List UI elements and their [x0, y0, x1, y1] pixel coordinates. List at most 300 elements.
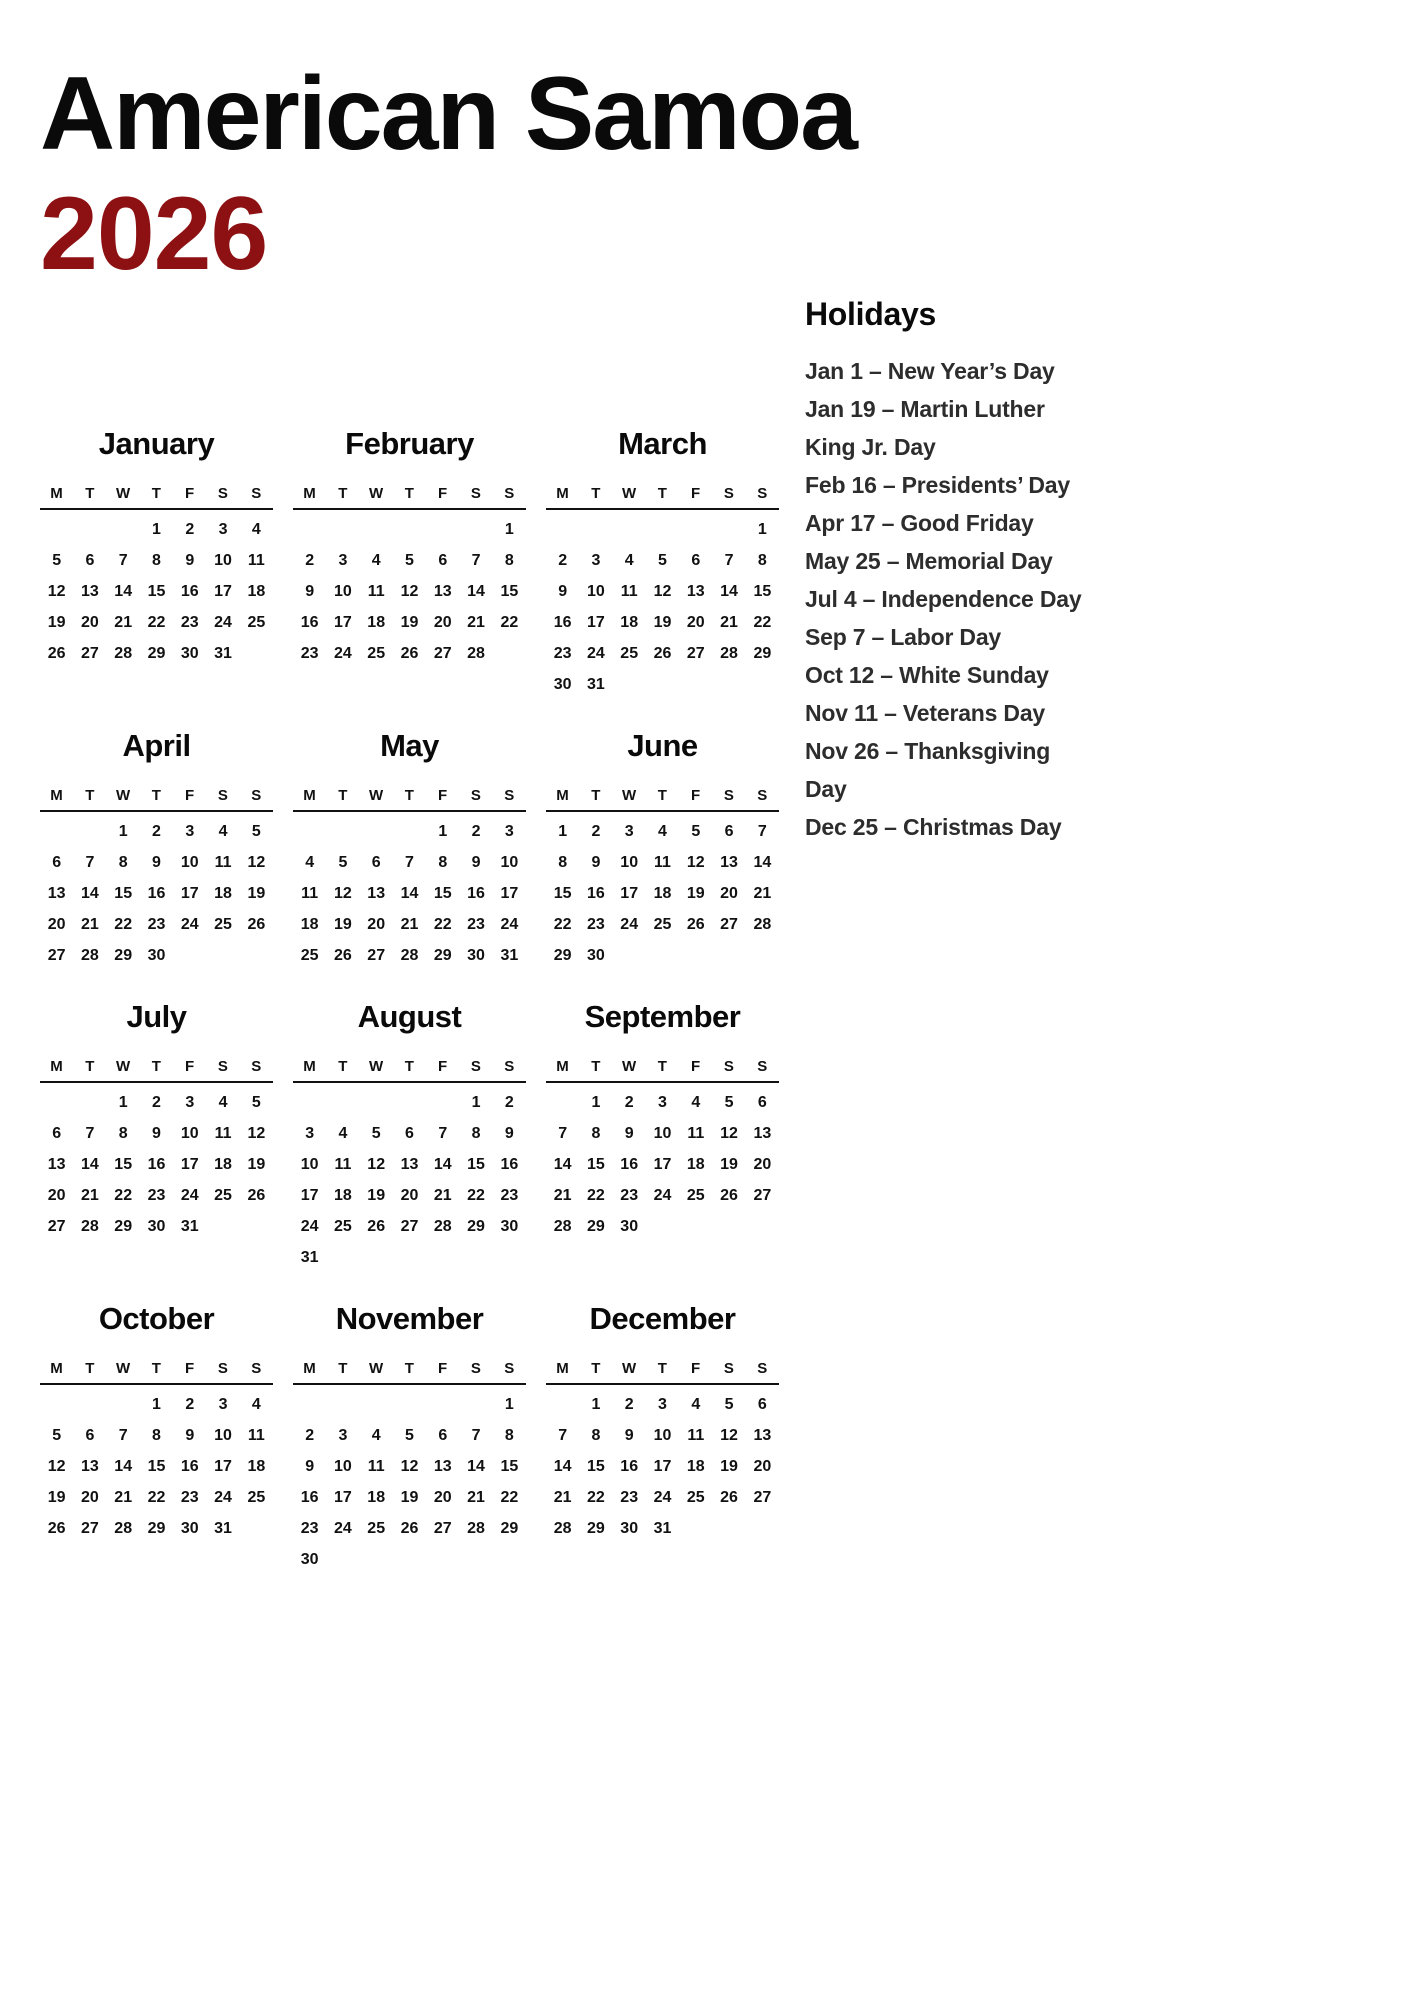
day-cell[interactable]: 22: [114, 1187, 133, 1204]
day-cell[interactable]: 7: [471, 1427, 481, 1444]
day-cell[interactable]: 25: [214, 1187, 232, 1204]
day-cell[interactable]: 15: [587, 1156, 605, 1173]
day-cell[interactable]: 24: [180, 916, 199, 933]
day-cell[interactable]: 16: [500, 1156, 519, 1173]
day-cell[interactable]: 13: [81, 1458, 99, 1475]
day-cell[interactable]: 8: [504, 1427, 514, 1444]
day-cell[interactable]: 20: [686, 614, 705, 631]
day-cell[interactable]: 7: [558, 1427, 568, 1444]
day-cell[interactable]: 18: [367, 614, 386, 631]
day-cell[interactable]: 15: [500, 583, 519, 600]
day-cell[interactable]: 7: [471, 552, 481, 569]
day-cell[interactable]: 24: [653, 1489, 672, 1506]
day-cell[interactable]: 24: [214, 1489, 232, 1506]
day-cell[interactable]: 4: [251, 521, 261, 538]
day-cell[interactable]: 17: [180, 1156, 199, 1173]
day-cell[interactable]: 27: [400, 1218, 419, 1235]
day-cell[interactable]: 14: [114, 583, 133, 600]
day-cell[interactable]: 15: [147, 1458, 166, 1475]
day-cell[interactable]: 12: [400, 583, 419, 600]
day-cell[interactable]: 16: [467, 885, 485, 902]
day-cell[interactable]: 30: [300, 1551, 319, 1568]
day-cell[interactable]: 23: [180, 614, 199, 631]
day-cell[interactable]: 4: [658, 823, 667, 840]
day-cell[interactable]: 19: [653, 614, 672, 631]
day-cell[interactable]: 7: [438, 1125, 448, 1142]
day-cell[interactable]: 26: [686, 916, 705, 933]
day-cell[interactable]: 6: [438, 552, 448, 569]
day-cell[interactable]: 13: [47, 885, 66, 902]
day-cell[interactable]: 27: [433, 1520, 452, 1537]
day-cell[interactable]: 10: [214, 552, 232, 569]
day-cell[interactable]: 15: [553, 885, 572, 902]
day-cell[interactable]: 3: [338, 1427, 348, 1444]
day-cell[interactable]: 14: [467, 583, 485, 600]
day-cell[interactable]: 30: [587, 947, 605, 964]
day-cell[interactable]: 7: [85, 854, 95, 871]
day-cell[interactable]: 14: [114, 1458, 133, 1475]
day-cell[interactable]: 21: [114, 614, 133, 631]
day-cell[interactable]: 30: [553, 676, 572, 693]
day-cell[interactable]: 31: [500, 947, 519, 964]
day-cell[interactable]: 17: [653, 1458, 672, 1475]
day-cell[interactable]: 21: [467, 1489, 485, 1506]
day-cell[interactable]: 24: [653, 1187, 672, 1204]
day-cell[interactable]: 10: [334, 1458, 352, 1475]
day-cell[interactable]: 18: [214, 1156, 232, 1173]
day-cell[interactable]: 6: [724, 823, 734, 840]
day-cell[interactable]: 4: [691, 1396, 701, 1413]
day-cell[interactable]: 12: [720, 1125, 738, 1142]
day-cell[interactable]: 11: [214, 1125, 232, 1142]
day-cell[interactable]: 31: [587, 676, 605, 693]
day-cell[interactable]: 4: [338, 1125, 348, 1142]
day-cell[interactable]: 16: [620, 1156, 639, 1173]
day-cell[interactable]: 13: [433, 1458, 452, 1475]
day-cell[interactable]: 22: [147, 614, 166, 631]
day-cell[interactable]: 29: [114, 1218, 133, 1235]
day-cell[interactable]: 1: [471, 1094, 481, 1111]
day-cell[interactable]: 26: [247, 1187, 266, 1204]
day-cell[interactable]: 5: [52, 552, 62, 569]
day-cell[interactable]: 29: [587, 1218, 605, 1235]
day-cell[interactable]: 2: [624, 1094, 634, 1111]
day-cell[interactable]: 13: [81, 583, 99, 600]
day-cell[interactable]: 28: [114, 645, 133, 662]
day-cell[interactable]: 6: [757, 1396, 767, 1413]
day-cell[interactable]: 8: [118, 854, 128, 871]
day-cell[interactable]: 16: [587, 885, 605, 902]
day-cell[interactable]: 17: [500, 885, 519, 902]
day-cell[interactable]: 8: [152, 552, 161, 569]
day-cell[interactable]: 20: [81, 1489, 99, 1506]
day-cell[interactable]: 10: [180, 1125, 199, 1142]
day-cell[interactable]: 25: [247, 614, 266, 631]
day-cell[interactable]: 17: [653, 1156, 672, 1173]
day-cell[interactable]: 5: [251, 823, 261, 840]
day-cell[interactable]: 27: [433, 645, 452, 662]
day-cell[interactable]: 11: [687, 1427, 705, 1444]
day-cell[interactable]: 7: [118, 552, 128, 569]
day-cell[interactable]: 24: [214, 614, 232, 631]
day-cell[interactable]: 10: [587, 583, 605, 600]
day-cell[interactable]: 6: [52, 854, 62, 871]
day-cell[interactable]: 15: [467, 1156, 485, 1173]
day-cell[interactable]: 24: [300, 1218, 319, 1235]
day-cell[interactable]: 15: [114, 1156, 133, 1173]
day-cell[interactable]: 5: [338, 854, 348, 871]
day-cell[interactable]: 20: [47, 916, 66, 933]
day-cell[interactable]: 1: [118, 1094, 128, 1111]
day-cell[interactable]: 12: [367, 1156, 386, 1173]
day-cell[interactable]: 20: [753, 1458, 772, 1475]
day-cell[interactable]: 21: [467, 614, 485, 631]
day-cell[interactable]: 18: [214, 885, 232, 902]
day-cell[interactable]: 14: [753, 854, 772, 871]
day-cell[interactable]: 12: [47, 1458, 66, 1475]
day-cell[interactable]: 2: [591, 823, 601, 840]
day-cell[interactable]: 27: [367, 947, 386, 964]
day-cell[interactable]: 20: [47, 1187, 66, 1204]
day-cell[interactable]: 22: [114, 916, 133, 933]
day-cell[interactable]: 31: [653, 1520, 672, 1537]
day-cell[interactable]: 17: [300, 1187, 319, 1204]
day-cell[interactable]: 13: [47, 1156, 66, 1173]
day-cell[interactable]: 21: [753, 885, 772, 902]
day-cell[interactable]: 5: [691, 823, 701, 840]
day-cell[interactable]: 14: [553, 1156, 572, 1173]
day-cell[interactable]: 25: [247, 1489, 266, 1506]
day-cell[interactable]: 29: [753, 645, 772, 662]
day-cell[interactable]: 13: [433, 583, 452, 600]
day-cell[interactable]: 29: [114, 947, 133, 964]
day-cell[interactable]: 7: [757, 823, 767, 840]
day-cell[interactable]: 14: [81, 1156, 99, 1173]
day-cell[interactable]: 6: [757, 1094, 767, 1111]
day-cell[interactable]: 25: [686, 1187, 705, 1204]
day-cell[interactable]: 25: [334, 1218, 352, 1235]
day-cell[interactable]: 26: [247, 916, 266, 933]
day-cell[interactable]: 18: [367, 1489, 386, 1506]
day-cell[interactable]: 18: [620, 614, 639, 631]
day-cell[interactable]: 24: [334, 1520, 352, 1537]
day-cell[interactable]: 18: [300, 916, 319, 933]
day-cell[interactable]: 15: [753, 583, 772, 600]
day-cell[interactable]: 11: [247, 552, 265, 569]
day-cell[interactable]: 6: [85, 1427, 95, 1444]
day-cell[interactable]: 12: [400, 1458, 419, 1475]
day-cell[interactable]: 8: [152, 1427, 161, 1444]
day-cell[interactable]: 2: [305, 552, 315, 569]
day-cell[interactable]: 14: [467, 1458, 485, 1475]
day-cell[interactable]: 31: [214, 645, 232, 662]
day-cell[interactable]: 27: [81, 645, 99, 662]
day-cell[interactable]: 14: [553, 1458, 572, 1475]
day-cell[interactable]: 21: [81, 916, 99, 933]
day-cell[interactable]: 11: [687, 1125, 705, 1142]
day-cell[interactable]: 27: [81, 1520, 99, 1537]
day-cell[interactable]: 17: [620, 885, 639, 902]
day-cell[interactable]: 8: [504, 552, 514, 569]
day-cell[interactable]: 11: [367, 1458, 385, 1475]
day-cell[interactable]: 22: [147, 1489, 166, 1506]
day-cell[interactable]: 19: [247, 1156, 266, 1173]
day-cell[interactable]: 30: [180, 645, 199, 662]
day-cell[interactable]: 28: [553, 1520, 572, 1537]
day-cell[interactable]: 28: [553, 1218, 572, 1235]
day-cell[interactable]: 22: [553, 916, 572, 933]
day-cell[interactable]: 19: [47, 1489, 66, 1506]
day-cell[interactable]: 21: [81, 1187, 99, 1204]
day-cell[interactable]: 1: [504, 1396, 514, 1413]
day-cell[interactable]: 16: [147, 1156, 166, 1173]
day-cell[interactable]: 20: [367, 916, 386, 933]
day-cell[interactable]: 25: [367, 645, 386, 662]
day-cell[interactable]: 12: [247, 854, 266, 871]
day-cell[interactable]: 13: [367, 885, 386, 902]
day-cell[interactable]: 4: [691, 1094, 701, 1111]
day-cell[interactable]: 18: [686, 1458, 705, 1475]
day-cell[interactable]: 3: [185, 823, 195, 840]
day-cell[interactable]: 29: [433, 947, 452, 964]
day-cell[interactable]: 7: [724, 552, 734, 569]
day-cell[interactable]: 10: [620, 854, 639, 871]
day-cell[interactable]: 12: [686, 854, 705, 871]
day-cell[interactable]: 19: [400, 614, 419, 631]
day-cell[interactable]: 16: [620, 1458, 639, 1475]
day-cell[interactable]: 2: [185, 521, 195, 538]
day-cell[interactable]: 1: [438, 823, 448, 840]
day-cell[interactable]: 4: [371, 552, 381, 569]
day-cell[interactable]: 10: [653, 1125, 672, 1142]
day-cell[interactable]: 21: [553, 1489, 572, 1506]
day-cell[interactable]: 22: [433, 916, 452, 933]
day-cell[interactable]: 17: [334, 1489, 352, 1506]
day-cell[interactable]: 19: [686, 885, 705, 902]
day-cell[interactable]: 3: [658, 1094, 667, 1111]
day-cell[interactable]: 30: [180, 1520, 199, 1537]
day-cell[interactable]: 29: [147, 1520, 166, 1537]
day-cell[interactable]: 9: [305, 583, 315, 600]
day-cell[interactable]: 2: [471, 823, 481, 840]
day-cell[interactable]: 9: [152, 854, 161, 871]
day-cell[interactable]: 30: [500, 1218, 519, 1235]
day-cell[interactable]: 19: [400, 1489, 419, 1506]
day-cell[interactable]: 10: [180, 854, 199, 871]
day-cell[interactable]: 5: [405, 552, 414, 569]
day-cell[interactable]: 7: [85, 1125, 95, 1142]
day-cell[interactable]: 15: [147, 583, 166, 600]
day-cell[interactable]: 4: [371, 1427, 381, 1444]
day-cell[interactable]: 4: [624, 552, 634, 569]
day-cell[interactable]: 1: [504, 521, 514, 538]
day-cell[interactable]: 15: [587, 1458, 605, 1475]
day-cell[interactable]: 3: [658, 1396, 667, 1413]
day-cell[interactable]: 24: [180, 1187, 199, 1204]
day-cell[interactable]: 28: [753, 916, 772, 933]
day-cell[interactable]: 29: [467, 1218, 485, 1235]
day-cell[interactable]: 2: [152, 1094, 161, 1111]
day-cell[interactable]: 10: [214, 1427, 232, 1444]
day-cell[interactable]: 30: [620, 1218, 639, 1235]
day-cell[interactable]: 24: [500, 916, 519, 933]
day-cell[interactable]: 8: [591, 1427, 601, 1444]
day-cell[interactable]: 8: [591, 1125, 601, 1142]
day-cell[interactable]: 7: [405, 854, 414, 871]
day-cell[interactable]: 29: [587, 1520, 605, 1537]
day-cell[interactable]: 21: [720, 614, 738, 631]
day-cell[interactable]: 28: [400, 947, 419, 964]
day-cell[interactable]: 8: [558, 854, 568, 871]
day-cell[interactable]: 27: [720, 916, 738, 933]
day-cell[interactable]: 13: [720, 854, 738, 871]
day-cell[interactable]: 12: [47, 583, 66, 600]
day-cell[interactable]: 25: [300, 947, 319, 964]
day-cell[interactable]: 20: [400, 1187, 419, 1204]
day-cell[interactable]: 28: [81, 1218, 99, 1235]
day-cell[interactable]: 8: [118, 1125, 128, 1142]
day-cell[interactable]: 10: [300, 1156, 319, 1173]
day-cell[interactable]: 26: [400, 1520, 419, 1537]
day-cell[interactable]: 17: [214, 1458, 232, 1475]
day-cell[interactable]: 23: [300, 1520, 319, 1537]
day-cell[interactable]: 1: [591, 1094, 601, 1111]
day-cell[interactable]: 21: [114, 1489, 133, 1506]
day-cell[interactable]: 27: [47, 947, 66, 964]
day-cell[interactable]: 16: [147, 885, 166, 902]
day-cell[interactable]: 19: [47, 614, 66, 631]
day-cell[interactable]: 15: [500, 1458, 519, 1475]
day-cell[interactable]: 12: [247, 1125, 266, 1142]
day-cell[interactable]: 7: [558, 1125, 568, 1142]
day-cell[interactable]: 28: [114, 1520, 133, 1537]
day-cell[interactable]: 27: [753, 1489, 772, 1506]
day-cell[interactable]: 12: [720, 1427, 738, 1444]
day-cell[interactable]: 9: [152, 1125, 161, 1142]
day-cell[interactable]: 23: [300, 645, 319, 662]
day-cell[interactable]: 10: [653, 1427, 672, 1444]
day-cell[interactable]: 16: [300, 1489, 319, 1506]
day-cell[interactable]: 11: [654, 854, 671, 871]
day-cell[interactable]: 13: [753, 1427, 772, 1444]
day-cell[interactable]: 23: [180, 1489, 199, 1506]
day-cell[interactable]: 20: [753, 1156, 772, 1173]
day-cell[interactable]: 15: [433, 885, 452, 902]
day-cell[interactable]: 5: [724, 1094, 734, 1111]
day-cell[interactable]: 5: [251, 1094, 261, 1111]
day-cell[interactable]: 13: [686, 583, 705, 600]
day-cell[interactable]: 11: [620, 583, 638, 600]
day-cell[interactable]: 9: [504, 1125, 514, 1142]
day-cell[interactable]: 27: [686, 645, 705, 662]
day-cell[interactable]: 3: [624, 823, 634, 840]
day-cell[interactable]: 4: [305, 854, 315, 871]
day-cell[interactable]: 30: [467, 947, 485, 964]
day-cell[interactable]: 23: [587, 916, 605, 933]
day-cell[interactable]: 12: [653, 583, 672, 600]
day-cell[interactable]: 18: [247, 583, 266, 600]
day-cell[interactable]: 9: [185, 552, 195, 569]
day-cell[interactable]: 25: [367, 1520, 386, 1537]
day-cell[interactable]: 23: [553, 645, 572, 662]
day-cell[interactable]: 11: [334, 1156, 352, 1173]
day-cell[interactable]: 13: [400, 1156, 419, 1173]
day-cell[interactable]: 11: [301, 885, 319, 902]
day-cell[interactable]: 16: [180, 1458, 199, 1475]
day-cell[interactable]: 26: [47, 645, 66, 662]
day-cell[interactable]: 25: [686, 1489, 705, 1506]
day-cell[interactable]: 16: [180, 583, 199, 600]
day-cell[interactable]: 2: [185, 1396, 195, 1413]
day-cell[interactable]: 22: [500, 1489, 519, 1506]
day-cell[interactable]: 23: [147, 916, 166, 933]
day-cell[interactable]: 14: [720, 583, 738, 600]
day-cell[interactable]: 1: [558, 823, 568, 840]
day-cell[interactable]: 2: [558, 552, 568, 569]
day-cell[interactable]: 29: [553, 947, 572, 964]
day-cell[interactable]: 30: [147, 947, 166, 964]
day-cell[interactable]: 25: [214, 916, 232, 933]
day-cell[interactable]: 11: [214, 854, 232, 871]
day-cell[interactable]: 31: [214, 1520, 232, 1537]
day-cell[interactable]: 23: [500, 1187, 519, 1204]
day-cell[interactable]: 28: [81, 947, 99, 964]
day-cell[interactable]: 22: [753, 614, 772, 631]
day-cell[interactable]: 21: [400, 916, 419, 933]
day-cell[interactable]: 28: [720, 645, 738, 662]
day-cell[interactable]: 19: [367, 1187, 386, 1204]
day-cell[interactable]: 5: [52, 1427, 62, 1444]
day-cell[interactable]: 6: [405, 1125, 414, 1142]
day-cell[interactable]: 3: [504, 823, 514, 840]
day-cell[interactable]: 2: [152, 823, 161, 840]
day-cell[interactable]: 10: [334, 583, 352, 600]
day-cell[interactable]: 26: [720, 1489, 738, 1506]
day-cell[interactable]: 18: [653, 885, 672, 902]
day-cell[interactable]: 12: [334, 885, 352, 902]
day-cell[interactable]: 18: [247, 1458, 266, 1475]
day-cell[interactable]: 8: [757, 552, 767, 569]
day-cell[interactable]: 7: [118, 1427, 128, 1444]
day-cell[interactable]: 22: [467, 1187, 485, 1204]
day-cell[interactable]: 26: [720, 1187, 738, 1204]
day-cell[interactable]: 18: [686, 1156, 705, 1173]
day-cell[interactable]: 18: [334, 1187, 352, 1204]
day-cell[interactable]: 2: [305, 1427, 315, 1444]
day-cell[interactable]: 21: [433, 1187, 452, 1204]
day-cell[interactable]: 26: [367, 1218, 386, 1235]
day-cell[interactable]: 24: [620, 916, 639, 933]
day-cell[interactable]: 14: [81, 885, 99, 902]
day-cell[interactable]: 28: [467, 645, 485, 662]
day-cell[interactable]: 17: [214, 583, 232, 600]
day-cell[interactable]: 4: [251, 1396, 261, 1413]
day-cell[interactable]: 5: [405, 1427, 414, 1444]
day-cell[interactable]: 29: [500, 1520, 519, 1537]
day-cell[interactable]: 30: [147, 1218, 166, 1235]
day-cell[interactable]: 27: [47, 1218, 66, 1235]
day-cell[interactable]: 8: [471, 1125, 481, 1142]
day-cell[interactable]: 15: [114, 885, 133, 902]
day-cell[interactable]: 3: [338, 552, 348, 569]
day-cell[interactable]: 26: [653, 645, 672, 662]
day-cell[interactable]: 14: [433, 1156, 452, 1173]
day-cell[interactable]: 5: [371, 1125, 381, 1142]
day-cell[interactable]: 5: [658, 552, 667, 569]
day-cell[interactable]: 23: [620, 1187, 639, 1204]
day-cell[interactable]: 25: [653, 916, 672, 933]
day-cell[interactable]: 24: [334, 645, 352, 662]
